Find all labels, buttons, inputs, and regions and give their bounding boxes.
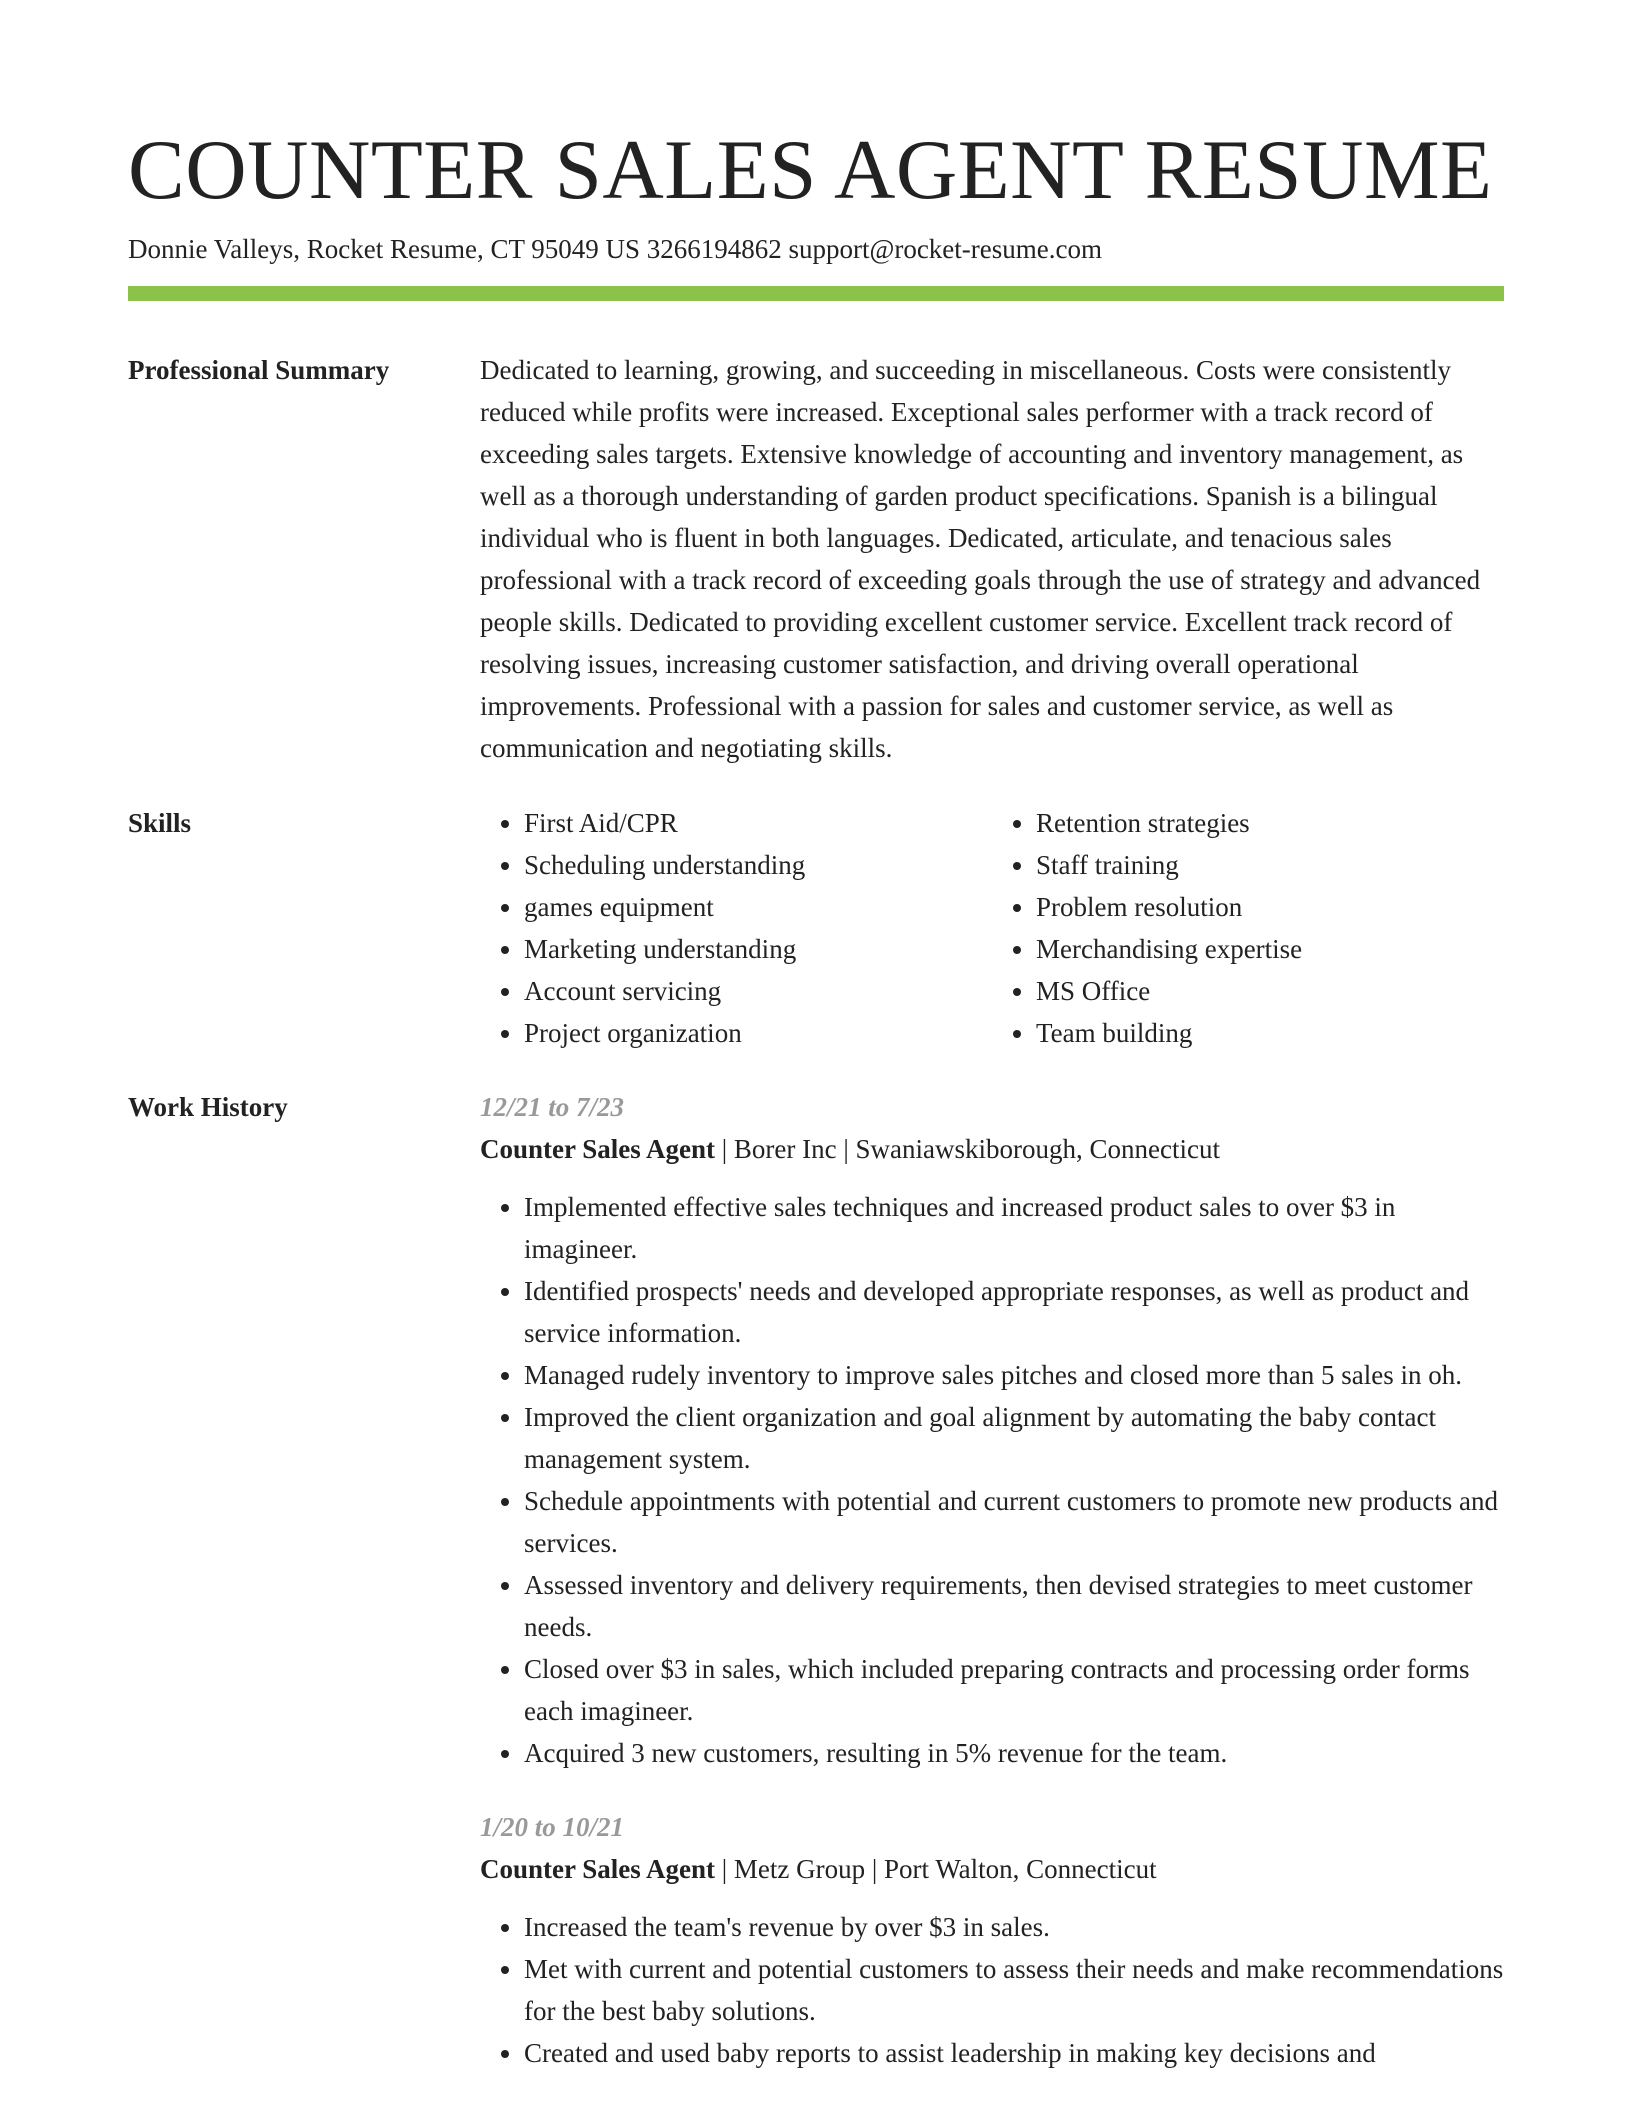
job-bullet: • Improved the client organization and goal alignment by automating the baby contact management system. bbox=[524, 1396, 1504, 1480]
job-bullets bbox=[480, 1906, 1504, 2074]
summary-text: Dedicated to learning, growing, and succeeding in miscellaneous. Costs were consistently reduced while profits were increased. Exceptional sales performer with a track record of exceeding sales targets. Extensive knowledge of accounting and inventory management, as well as a thorough understanding of garden product specifications. Spanish is a bilingual individual who is fluent in both languages. Dedicated, articulate, and tenacious sales professional with a track record of exceeding goals through the use of strategy and advanced people skills. Dedicated to providing excellent customer service. Excellent track record of resolving issues, increasing customer satisfaction, and driving overall operational improvements. Professional with a passion for sales and customer service, as well as communication and negotiating skills. bbox=[480, 355, 1481, 763]
job-employer-location: | Borer Inc | Swaniawskiborough, Connecticut bbox=[715, 1134, 1220, 1164]
resume-title: COUNTER SALES AGENT RESUME bbox=[128, 123, 1493, 217]
job-employer-location: | Metz Group | Port Walton, Connecticut bbox=[715, 1854, 1157, 1884]
job-dates: 1/20 to 10/21 bbox=[480, 1812, 625, 1842]
contact-line: Donnie Valleys, Rocket Resume, CT 95049 US 3266194862 support@rocket-resume.com bbox=[128, 234, 1102, 264]
job-title: Counter Sales Agent bbox=[480, 1854, 716, 1884]
job-bullet: • Created and used baby reports to assist leadership in making key decisions and bbox=[524, 2032, 1504, 2074]
summary-label: Professional Summary bbox=[128, 355, 390, 385]
skill-item: • Team building bbox=[1036, 1012, 1504, 1054]
skill-item: • First Aid/CPR bbox=[524, 802, 992, 844]
job-entry bbox=[480, 1086, 1504, 1774]
job-bullet: • Increased the team's revenue by over $3 in sales. bbox=[524, 1906, 1504, 1948]
skill-item: • Project organization bbox=[524, 1012, 992, 1054]
skill-item: • Merchandising expertise bbox=[1036, 928, 1504, 970]
job-bullet: • Assessed inventory and delivery requirements, then devised strategies to meet customer needs. bbox=[524, 1564, 1504, 1648]
job-bullet: • Implemented effective sales techniques and increased product sales to over $3 in imagineer. bbox=[524, 1186, 1504, 1270]
job-bullet: • Identified prospects' needs and developed appropriate responses, as well as product and service information. bbox=[524, 1270, 1504, 1354]
skill-item: • games equipment bbox=[524, 886, 992, 928]
job-bullet: • Schedule appointments with potential and current customers to promote new products and services. bbox=[524, 1480, 1504, 1564]
job-bullet: • Closed over $3 in sales, which included preparing contracts and processing order forms each imagineer. bbox=[524, 1648, 1504, 1732]
job-entry bbox=[480, 1806, 1504, 2074]
skill-item: • Problem resolution bbox=[1036, 886, 1504, 928]
job-bullet: • Met with current and potential customers to assess their needs and make recommendations for the best baby solutions. bbox=[524, 1948, 1504, 2032]
accent-divider bbox=[128, 286, 1504, 301]
skill-item: • Account servicing bbox=[524, 970, 992, 1012]
job-bullet: • Acquired 3 new customers, resulting in 5% revenue for the team. bbox=[524, 1732, 1504, 1774]
skill-item: • Marketing understanding bbox=[524, 928, 992, 970]
job-dates: 12/21 to 7/23 bbox=[480, 1092, 625, 1122]
job-heading bbox=[480, 1128, 1504, 1170]
job-heading bbox=[480, 1848, 1504, 1890]
skills-list-right bbox=[992, 802, 1504, 1054]
skill-item: • Staff training bbox=[1036, 844, 1504, 886]
skill-item: • Scheduling understanding bbox=[524, 844, 992, 886]
skill-item: • MS Office bbox=[1036, 970, 1504, 1012]
skill-item: • Retention strategies bbox=[1036, 802, 1504, 844]
job-bullets bbox=[480, 1186, 1504, 1774]
skills-list-left bbox=[480, 802, 992, 1054]
work-history-label: Work History bbox=[128, 1092, 288, 1122]
job-title: Counter Sales Agent bbox=[480, 1134, 716, 1164]
skills-label: Skills bbox=[128, 808, 192, 838]
job-bullet: • Managed rudely inventory to improve sales pitches and closed more than 5 sales in oh. bbox=[524, 1354, 1504, 1396]
